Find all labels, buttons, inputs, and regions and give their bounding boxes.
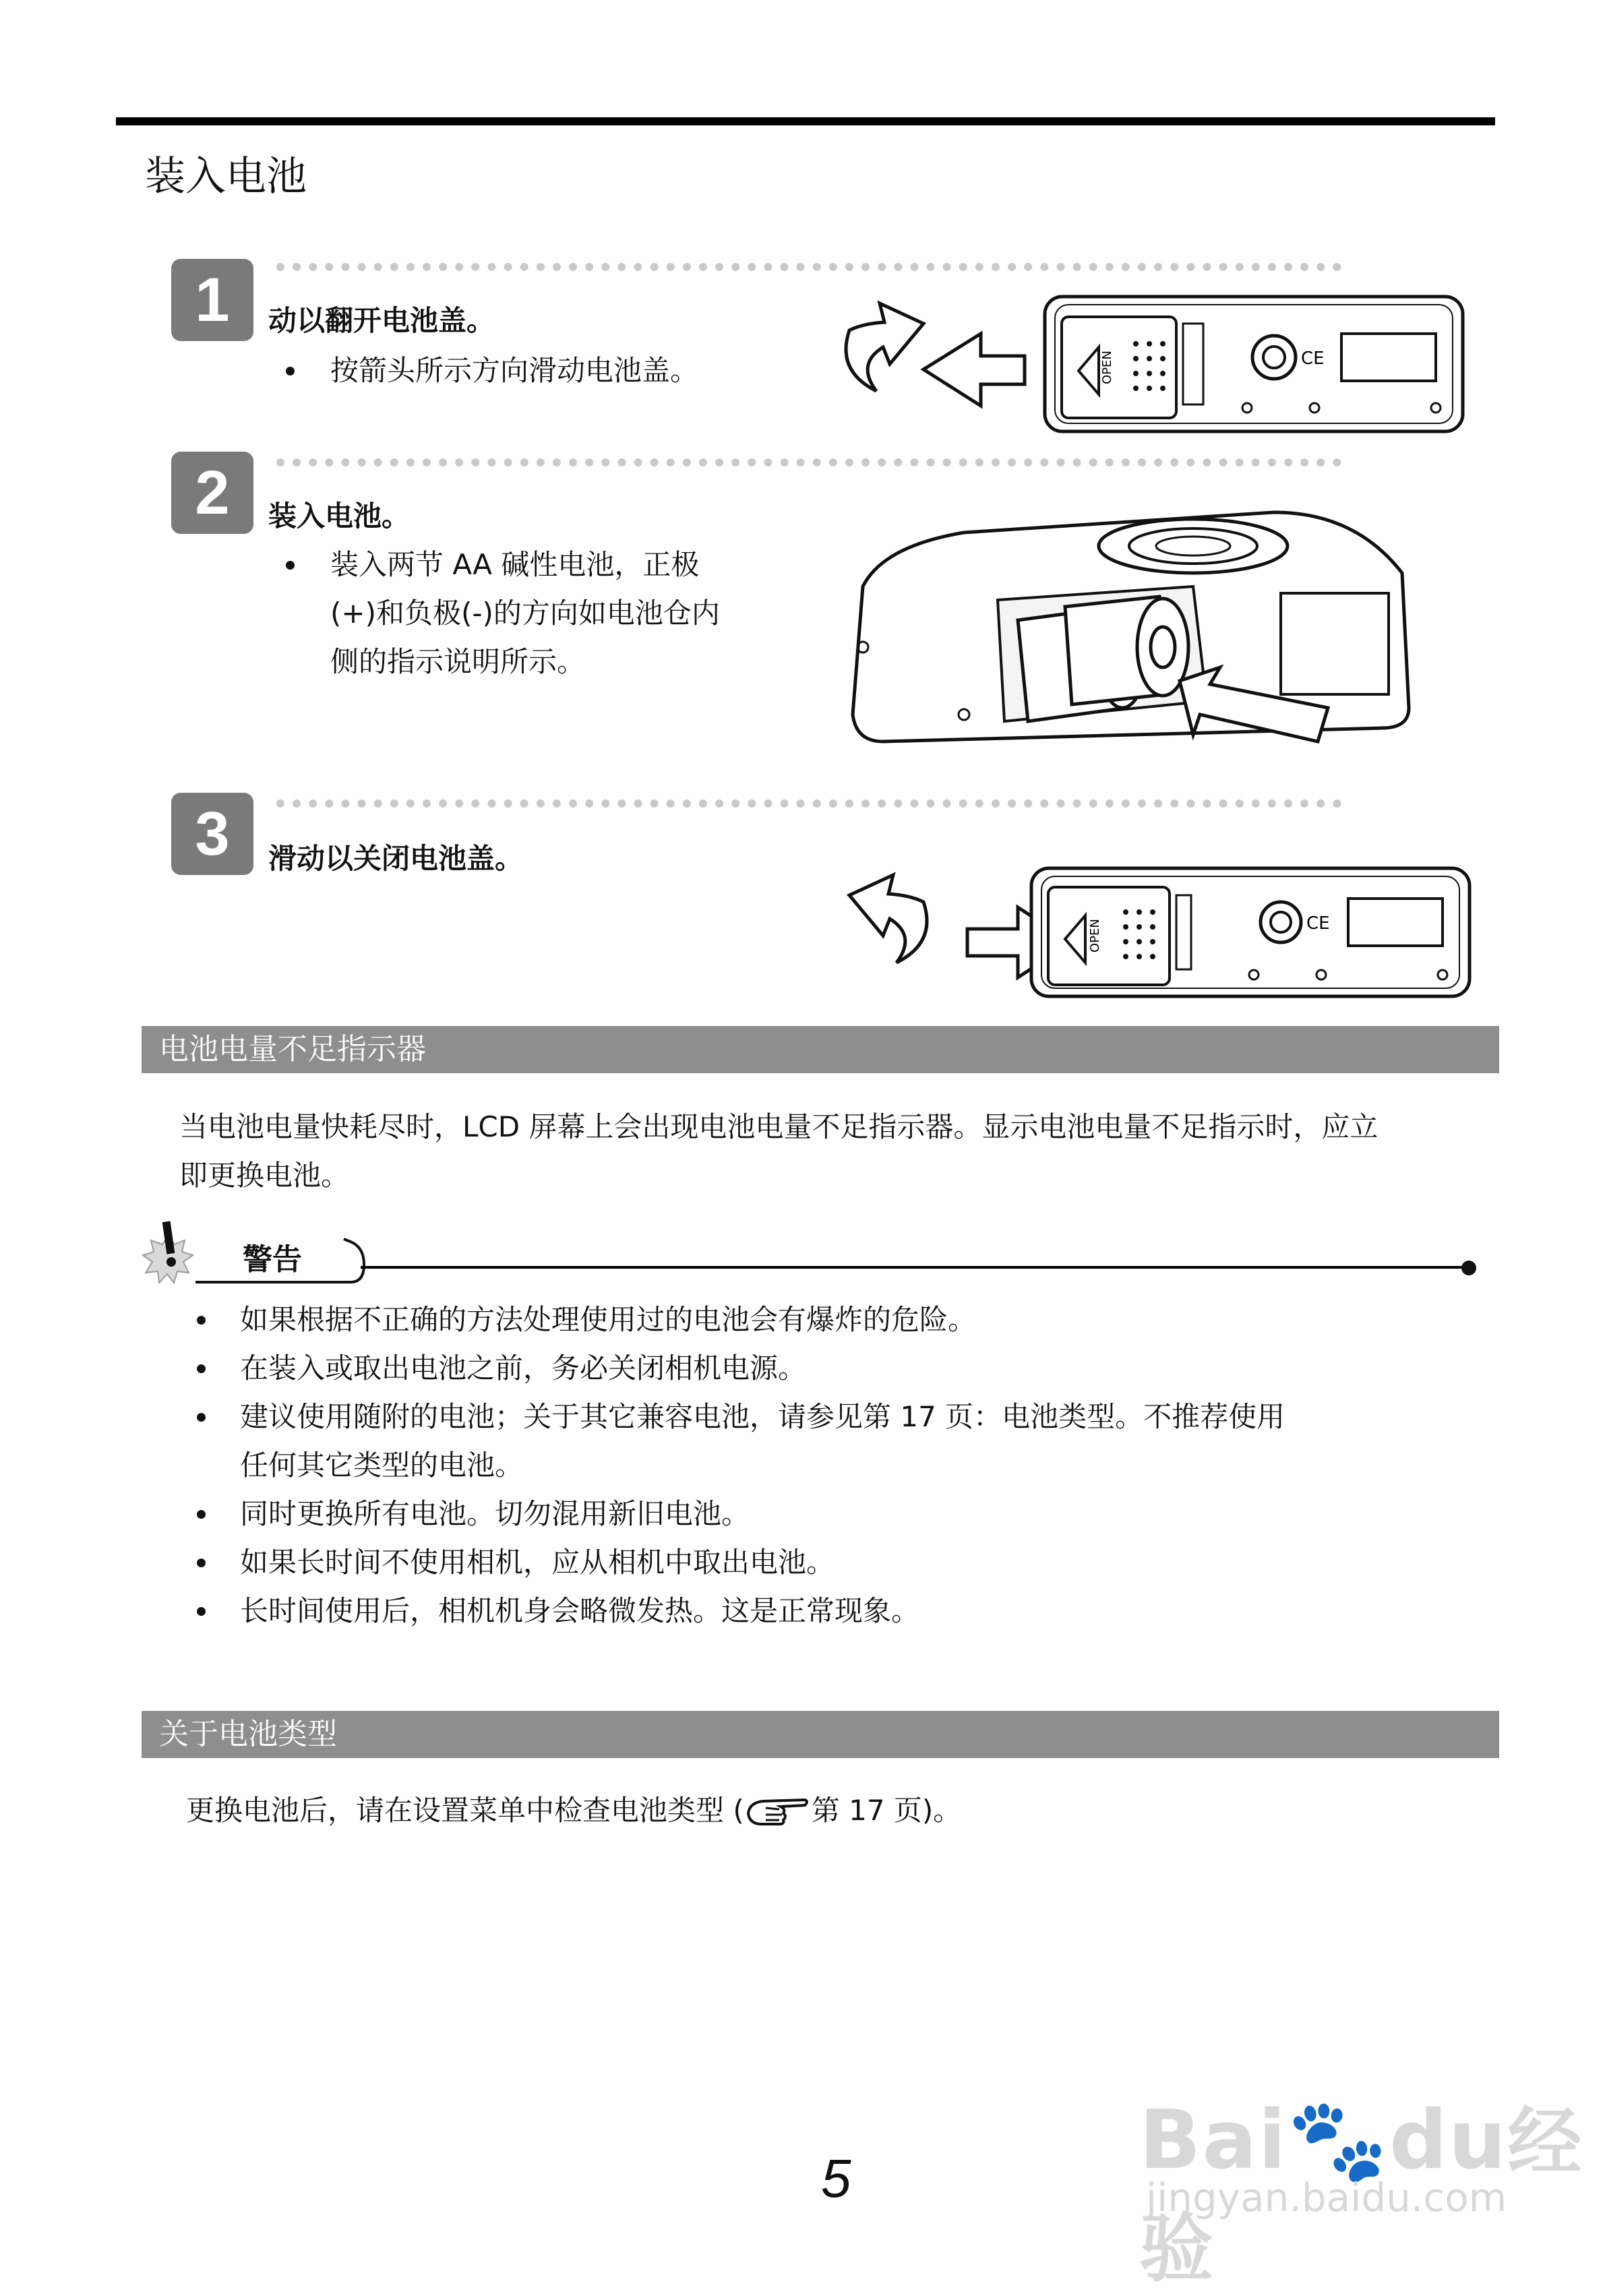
- ce-label: CE: [1301, 349, 1325, 369]
- warning-burst-icon: [139, 1220, 200, 1288]
- step-3-camera-illustration: [822, 855, 1483, 1010]
- open-label: OPEN: [1088, 919, 1102, 953]
- bullet-dot: [197, 1413, 206, 1422]
- step-1-bullet: 按箭头所示方向滑动电池盖。: [330, 354, 699, 387]
- battery-type-text-after: 第 17 页)。: [811, 1794, 962, 1827]
- warning-item-5: 如果长时间不使用相机，应从相机中取出电池。: [240, 1546, 835, 1579]
- step-3-divider: [276, 799, 1341, 808]
- watermark-brand-right: du: [1389, 2094, 1508, 2187]
- bullet-dot: [197, 1607, 206, 1616]
- warning-item-6: 长时间使用后，相机机身会略微发热。这是正常现象。: [240, 1594, 920, 1627]
- step-3-number: 3: [171, 793, 253, 875]
- bullet-dot: [286, 367, 295, 375]
- page-number: 5: [821, 2148, 851, 2208]
- step-2-battery-insert-illustration: [843, 506, 1416, 768]
- warning-item-1: 如果根据不正确的方法处理使用过的电池会有爆炸的危险。: [240, 1303, 977, 1336]
- section-battery-type-header: 关于电池类型: [142, 1711, 1499, 1758]
- watermark-brand-left: Bai: [1139, 2094, 1288, 2187]
- open-label: OPEN: [1100, 351, 1114, 384]
- step-1-number: 1: [171, 259, 253, 341]
- step-1-heading: 动以翻开电池盖。: [268, 304, 495, 337]
- battery-type-text: [186, 1786, 961, 1835]
- warning-item-3: 建议使用随附的电池；关于其它兼容电池，请参见第 17 页：电池类型。不推荐使用: [240, 1400, 1285, 1433]
- warning-tab-outline: [195, 1234, 371, 1288]
- warning-label: 警告: [243, 1242, 302, 1277]
- warning-item-3-continued: 任何其它类型的电池。: [240, 1449, 524, 1482]
- battery-type-text-before: 更换电池后，请在设置菜单中检查电池类型 (: [186, 1794, 744, 1827]
- watermark-url: jingyan.baidu.com: [1146, 2175, 1507, 2221]
- section-low-battery-header: 电池电量不足指示器: [142, 1026, 1499, 1073]
- step-2-number: 2: [171, 452, 253, 534]
- page-title: 装入电池: [145, 153, 307, 200]
- step-1-camera-illustration: [829, 283, 1476, 445]
- step-2-heading: 装入电池。: [268, 500, 411, 533]
- bullet-dot: [197, 1559, 206, 1567]
- watermark-brand-cn: 经验: [1139, 2099, 1583, 2292]
- step-2-divider: [276, 458, 1341, 466]
- warning-rule-end-dot: [1461, 1261, 1476, 1275]
- step-2-bullet-line-1: 装入两节 AA 碱性电池，正极: [330, 548, 700, 581]
- low-battery-text-line-2: 即更换电池。: [179, 1159, 350, 1192]
- bullet-dot: [197, 1316, 206, 1325]
- step-2-bullet-line-2: (+)和负极(-)的方向如电池仓内: [330, 597, 720, 630]
- warning-item-2: 在装入或取出电池之前，务必关闭相机电源。: [240, 1352, 807, 1385]
- warning-item-4: 同时更换所有电池。切勿混用新旧电池。: [240, 1497, 750, 1530]
- bullet-dot: [286, 561, 295, 570]
- bullet-dot: [197, 1364, 206, 1373]
- step-1-divider: [276, 263, 1341, 271]
- pointing-hand-icon: [746, 1793, 810, 1828]
- step-2-bullet-line-3: 侧的指示说明所示。: [330, 645, 586, 678]
- step-3-heading: 滑动以关闭电池盖。: [268, 842, 524, 875]
- warning-rule: [361, 1266, 1466, 1269]
- paw-icon: 🐾: [1287, 2094, 1389, 2187]
- ce-label: CE: [1306, 913, 1330, 934]
- bullet-dot: [197, 1510, 206, 1519]
- low-battery-text-line-1: 当电池电量快耗尽时，LCD 屏幕上会出现电池电量不足指示器。显示电池电量不足指示时，应立: [179, 1110, 1379, 1143]
- top-rule: [116, 117, 1495, 125]
